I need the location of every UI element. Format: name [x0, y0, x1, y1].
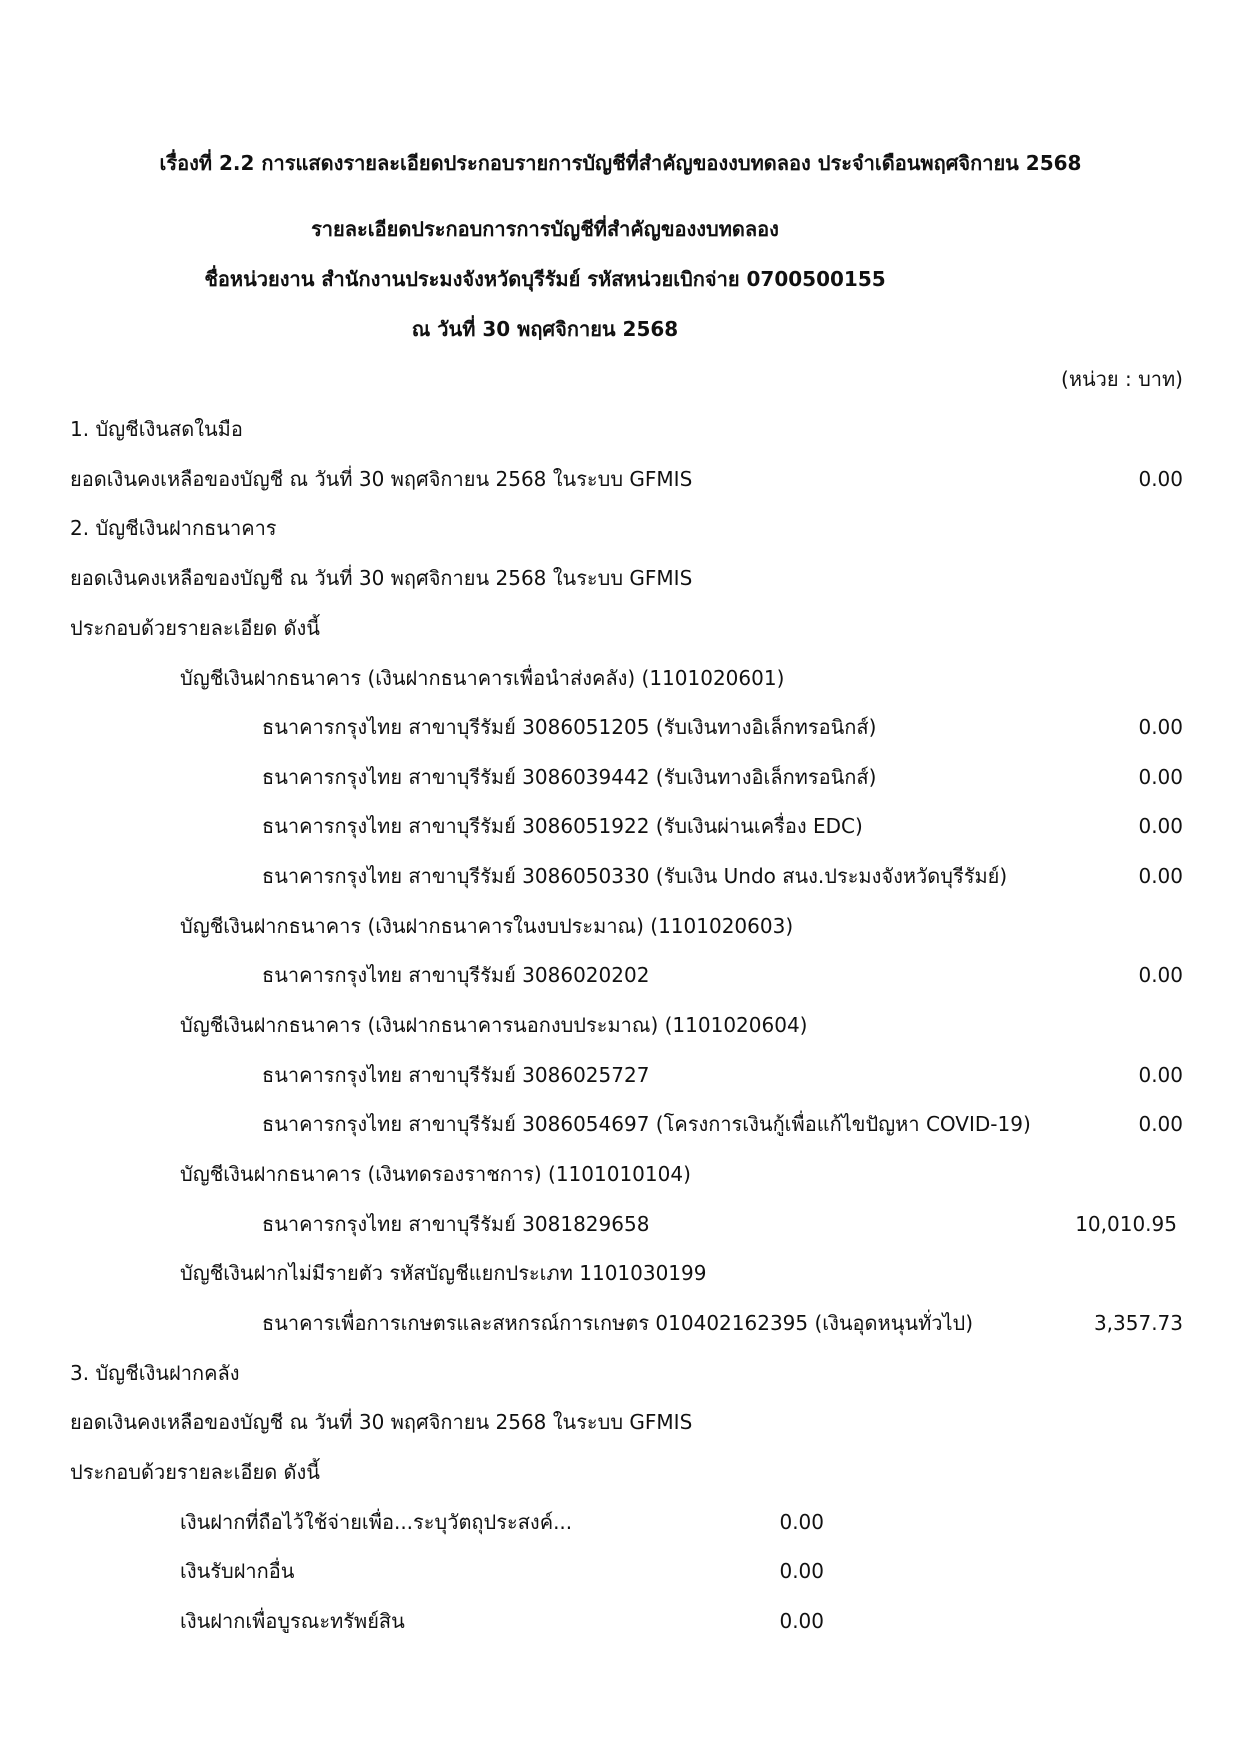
treasury-deposit-value: 0.00: [779, 1510, 824, 1534]
agency-line: ชื่อหน่วยงาน สำนักงานประมงจังหวัดบุรีรัมย์ รหัสหน่วยเบิกจ่าย 0700500155: [204, 267, 886, 291]
bank-account-label: ธนาคารกรุงไทย สาขาบุรีรัมย์ 3081829658: [262, 1212, 650, 1236]
section-2-balance-label: ยอดเงินคงเหลือของบัญชี ณ วันที่ 30 พฤศจิกายน 2568 ในระบบ GFMIS: [70, 566, 693, 590]
treasury-deposit-label: เงินฝากที่ถือไว้ใช้จ่ายเพื่อ...ระบุวัตถุประสงค์...: [180, 1510, 573, 1534]
treasury-deposit-label: เงินรับฝากอื่น: [180, 1559, 295, 1583]
bank-account-label: ธนาคารเพื่อการเกษตรและสหกรณ์การเกษตร 010402162395 (เงินอุดหนุนทั่วไป): [262, 1311, 974, 1335]
bank-account-value: 0.00: [1138, 1063, 1183, 1087]
section-2-title: 2. บัญชีเงินฝากธนาคาร: [70, 516, 277, 540]
bank-account-label: ธนาคารกรุงไทย สาขาบุรีรัมย์ 3086025727: [262, 1063, 650, 1087]
document-topic: เรื่องที่ 2.2 การแสดงรายละเอียดประกอบรายการบัญชีที่สำคัญของงบทดลอง ประจำเดือนพฤศจิกายน 2568: [159, 151, 1082, 175]
bank-account-value: 10,010.95: [1075, 1212, 1177, 1236]
account-group-label: บัญชีเงินฝากธนาคาร (เงินทดรองราชการ) (1101010104): [180, 1162, 691, 1186]
bank-account-value: 0.00: [1138, 715, 1183, 739]
bank-account-value: 0.00: [1138, 864, 1183, 888]
bank-account-label: ธนาคารกรุงไทย สาขาบุรีรัมย์ 3086050330 (รับเงิน Undo สนง.ประมงจังหวัดบุรีรัมย์): [262, 864, 1008, 888]
section-3-detail-label: ประกอบด้วยรายละเอียด ดังนี้: [70, 1460, 320, 1484]
bank-account-label: ธนาคารกรุงไทย สาขาบุรีรัมย์ 3086054697 (โครงการเงินกู้เพื่อแก้ไขปัญหา COVID-19): [262, 1112, 1031, 1136]
bank-account-value: 0.00: [1138, 963, 1183, 987]
bank-account-label: ธนาคารกรุงไทย สาขาบุรีรัมย์ 3086051922 (รับเงินผ่านเครื่อง EDC): [262, 814, 863, 838]
bank-account-value: 0.00: [1138, 765, 1183, 789]
treasury-deposit-label: เงินฝากเพื่อบูรณะทรัพย์สิน: [180, 1609, 405, 1633]
section-1-title: 1. บัญชีเงินสดในมือ: [70, 417, 243, 441]
unit-label: (หน่วย : บาท): [1061, 367, 1183, 391]
account-group-label: บัญชีเงินฝากธนาคาร (เงินฝากธนาคารในงบประมาณ) (1101020603): [180, 914, 794, 938]
account-group-label: บัญชีเงินฝากธนาคาร (เงินฝากธนาคารเพื่อนำส่งคลัง) (1101020601): [180, 666, 785, 690]
document-subtitle: รายละเอียดประกอบการการบัญชีที่สำคัญของงบทดลอง: [311, 217, 779, 241]
bank-account-value: 3,357.73: [1093, 1311, 1183, 1335]
account-group-label: บัญชีเงินฝากธนาคาร (เงินฝากธนาคารนอกงบประมาณ) (1101020604): [180, 1013, 808, 1037]
section-3-balance-label: ยอดเงินคงเหลือของบัญชี ณ วันที่ 30 พฤศจิกายน 2568 ในระบบ GFMIS: [70, 1410, 693, 1434]
treasury-deposit-value: 0.00: [779, 1559, 824, 1583]
treasury-deposit-value: 0.00: [779, 1609, 824, 1633]
bank-account-label: ธนาคารกรุงไทย สาขาบุรีรัมย์ 3086020202: [262, 963, 650, 987]
account-group-label: บัญชีเงินฝากไม่มีรายตัว รหัสบัญชีแยกประเภท 1101030199: [180, 1261, 707, 1285]
section-2-detail-label: ประกอบด้วยรายละเอียด ดังนี้: [70, 616, 320, 640]
section-3-title: 3. บัญชีเงินฝากคลัง: [70, 1361, 240, 1385]
section-1-balance-value: 0.00: [1138, 467, 1183, 491]
as-of-date: ณ วันที่ 30 พฤศจิกายน 2568: [411, 317, 679, 341]
bank-account-value: 0.00: [1138, 814, 1183, 838]
bank-account-value: 0.00: [1138, 1112, 1183, 1136]
bank-account-label: ธนาคารกรุงไทย สาขาบุรีรัมย์ 3086051205 (รับเงินทางอิเล็กทรอนิกส์): [262, 715, 877, 739]
section-1-balance-label: ยอดเงินคงเหลือของบัญชี ณ วันที่ 30 พฤศจิกายน 2568 ในระบบ GFMIS: [70, 467, 693, 491]
bank-account-label: ธนาคารกรุงไทย สาขาบุรีรัมย์ 3086039442 (รับเงินทางอิเล็กทรอนิกส์): [262, 765, 877, 789]
